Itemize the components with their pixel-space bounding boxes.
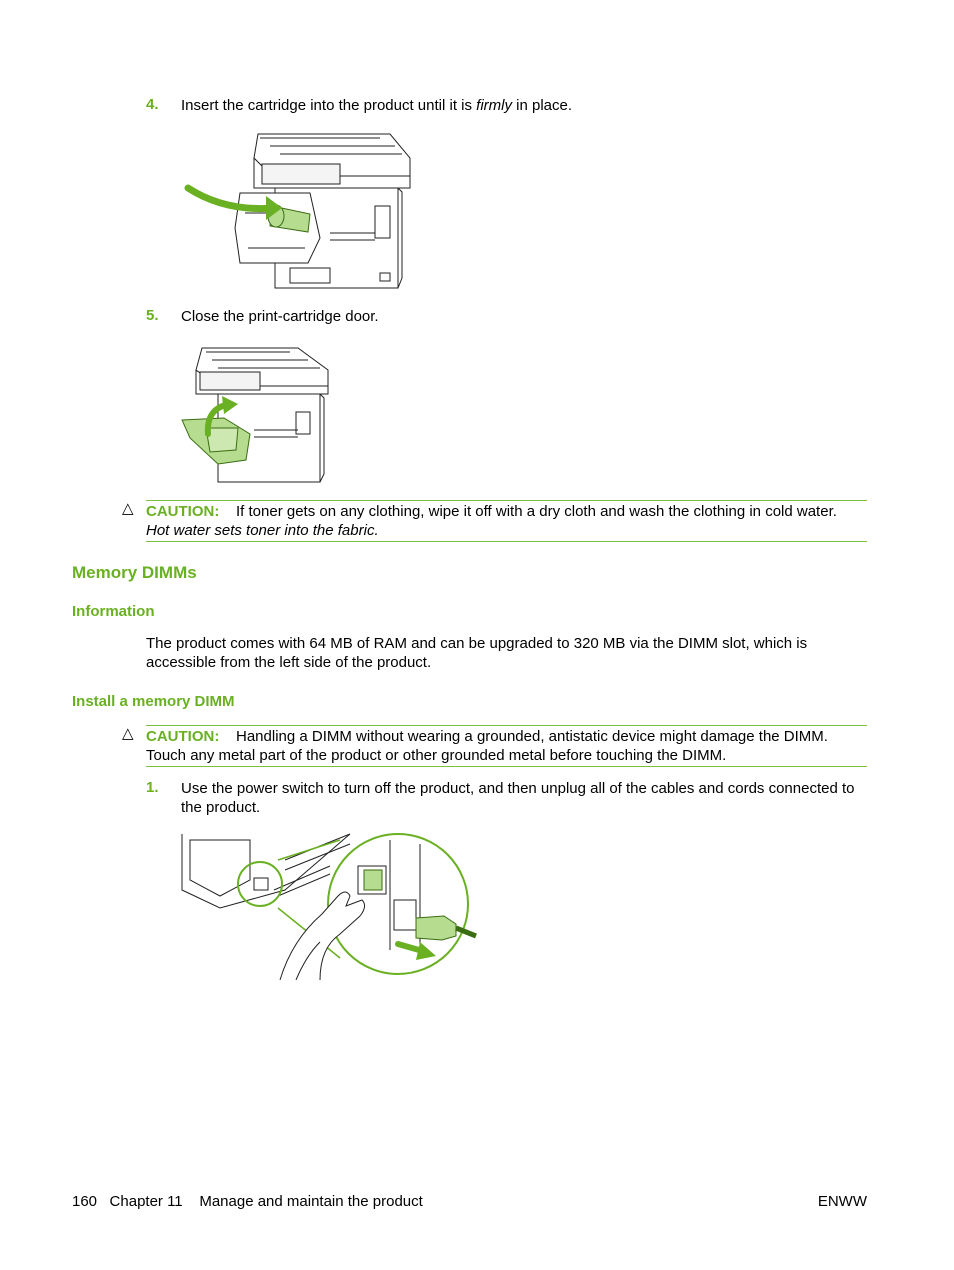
- caution-label: CAUTION:: [146, 503, 220, 520]
- step-4-text-before: Insert the cartridge into the product until it is: [181, 97, 477, 114]
- caution-icon: △: [122, 500, 134, 517]
- footer-left: [72, 1193, 423, 1210]
- footer-chapter: Chapter 11: [109, 1193, 183, 1210]
- footer-chapter-title: Manage and maintain the product: [199, 1193, 423, 1210]
- install-step-1-number: 1.: [146, 779, 159, 796]
- footer-page-number: 160: [72, 1193, 98, 1210]
- step-4-emphasis: firmly: [476, 97, 512, 114]
- caution-toner: [146, 500, 867, 542]
- information-text: The product comes with 64 MB of RAM and can be upgraded to 320 MB via the DIMM slot, which is accessible from the left side of the product.: [146, 635, 808, 671]
- caution-text: If toner gets on any clothing, wipe it off with a dry cloth and wash the clothing in cold water.: [236, 503, 837, 520]
- step-5-number: 5.: [146, 307, 159, 324]
- information-heading: Information: [72, 603, 155, 620]
- unplug-power-illustration: [180, 830, 480, 980]
- caution-label: CAUTION:: [146, 728, 220, 745]
- section-title: Memory DIMMs: [72, 563, 197, 582]
- step-4-text-after: in place.: [511, 97, 573, 114]
- caution-icon: △: [122, 725, 134, 742]
- install-step-1-text: Use the power switch to turn off the product, and then unplug all of the cables and cords connected to the product.: [181, 780, 855, 816]
- caution-dimm: [146, 725, 867, 767]
- step-4-number: 4.: [146, 96, 159, 113]
- close-door-illustration: [178, 342, 333, 487]
- install-heading: Install a memory DIMM: [72, 693, 235, 710]
- insert-cartridge-illustration: [180, 128, 415, 293]
- step-5-text: Close the print-cartridge door.: [181, 308, 379, 325]
- caution-italic-text: Hot water sets toner into the fabric.: [146, 522, 379, 539]
- footer-code: ENWW: [817, 1193, 867, 1210]
- step-4-text: [181, 96, 572, 115]
- caution-text: Handling a DIMM without wearing a grounded, antistatic device might damage the DIMM. Touch any metal part of the product or other grounded metal before touching the DIMM.: [146, 728, 828, 764]
